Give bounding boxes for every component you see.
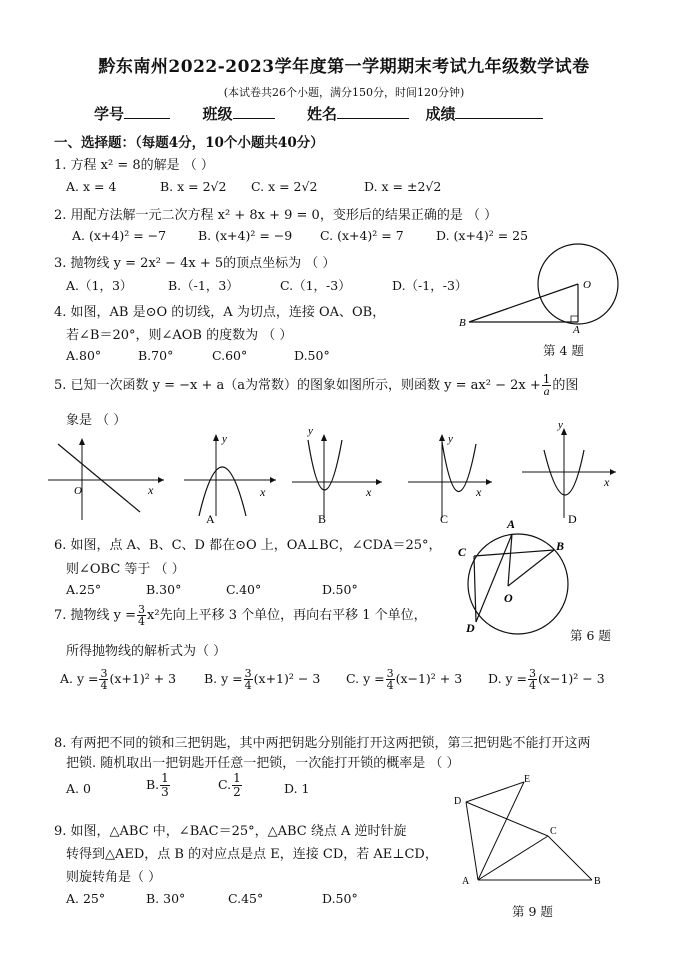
q1-option-b: B. x = 2√2 bbox=[160, 179, 227, 194]
q7-option-a-prefix: A. y = bbox=[60, 671, 99, 686]
q7-option-d bbox=[488, 668, 605, 691]
q3-option-a: A.（1，3） bbox=[66, 278, 133, 293]
q5-stem-line1 bbox=[54, 374, 578, 397]
q7-option-b-suffix: (x+1)² − 3 bbox=[253, 671, 321, 686]
q2-option-b: B. (x+4)² = −9 bbox=[198, 228, 293, 243]
q9-option-a: A. 25° bbox=[66, 891, 106, 906]
q2-option-a: A. (x+4)² = −7 bbox=[72, 228, 167, 243]
q3-option-c: C.（1，-3） bbox=[280, 278, 351, 293]
q5-label-d: D bbox=[568, 512, 577, 526]
q9-label-e: E bbox=[524, 774, 531, 785]
q8-option-c-n: 1 bbox=[233, 771, 241, 785]
student-info-row bbox=[94, 103, 543, 124]
q5-origin-0: O bbox=[74, 485, 82, 497]
q5-x-0: x bbox=[148, 483, 154, 497]
q4-label-a: A bbox=[573, 324, 580, 336]
q7-option-b-n: 3 bbox=[244, 667, 252, 680]
q9-label-c: C bbox=[550, 826, 557, 837]
q8-option-b bbox=[146, 772, 171, 799]
q7-option-d-prefix: D. y = bbox=[488, 671, 528, 686]
q3-option-b: B.（-1，3） bbox=[168, 278, 239, 293]
q9-label-b: B bbox=[594, 876, 601, 887]
q5-stem-line2: 象是 （ ） bbox=[66, 413, 127, 428]
q8-option-d: D. 1 bbox=[284, 781, 310, 796]
score-field[interactable] bbox=[455, 104, 543, 119]
q7-option-c-d: 4 bbox=[386, 679, 394, 692]
q6-caption: 第 6 题 bbox=[570, 628, 611, 643]
score-label: 成绩 bbox=[425, 105, 456, 123]
q9-caption: 第 9 题 bbox=[512, 904, 553, 919]
q1-option-d: D. x = ±2√2 bbox=[364, 179, 442, 194]
q7-option-c-suffix: (x−1)² + 3 bbox=[395, 671, 463, 686]
q7-option-a-n: 3 bbox=[100, 667, 108, 680]
q9-label-a: A bbox=[462, 876, 470, 887]
q7-option-d-suffix: (x−1)² − 3 bbox=[538, 671, 605, 686]
q8-stem-line2: 把锁. 随机取出一把钥匙开任意一把锁，一次能打开锁的概率是 （ ） bbox=[66, 756, 460, 771]
q7-option-b bbox=[204, 668, 320, 691]
q9-option-d: D.50° bbox=[322, 891, 358, 906]
q3-stem: 3. 抛物线 y = 2x² − 4x + 5的顶点坐标为 （ ） bbox=[54, 256, 336, 271]
q9-stem-line1: 9. 如图，△ABC 中，∠BAC＝25°，△ABC 绕点 A 逆时针旋 bbox=[54, 824, 407, 839]
q5-line-graph bbox=[48, 438, 164, 520]
q9-stem-line3: 则旋转角是（ ） bbox=[66, 870, 162, 885]
q4-option-d: D.50° bbox=[294, 348, 330, 363]
q9-stem-line2: 转得到△AED，点 B 的对应点是点 E，连接 CD，若 AE⊥CD， bbox=[66, 847, 438, 862]
q5-graph-b bbox=[292, 425, 382, 526]
q2-option-c: C. (x+4)² = 7 bbox=[320, 228, 404, 243]
q5-frac-denominator: a bbox=[543, 384, 550, 398]
q4-stem-line1: 4. 如图，AB 是⊙O 的切线，A 为切点，连接 OA、OB， bbox=[54, 305, 386, 320]
q7-option-a-d: 4 bbox=[100, 679, 108, 692]
q6-stem-line2: 则∠OBC 等于 （ ） bbox=[66, 562, 185, 577]
q8-option-c-label: C. bbox=[218, 777, 232, 792]
q7-option-c-prefix: C. y = bbox=[346, 671, 385, 686]
q4-figure bbox=[455, 240, 635, 340]
q7-coef-denominator: 4 bbox=[138, 615, 146, 628]
q4-label-o: O bbox=[583, 279, 591, 291]
q7-option-c bbox=[346, 668, 462, 691]
q9-option-b: B. 30° bbox=[146, 891, 186, 906]
q5-graph-d bbox=[522, 420, 616, 526]
q7-option-b-d: 4 bbox=[244, 679, 252, 692]
q6-option-c: C.40° bbox=[226, 582, 262, 597]
q6-option-a: A.25° bbox=[66, 582, 102, 597]
q7-stem-tail: x²先向上平移 3 个单位，再向右平移 1 个单位， bbox=[147, 608, 427, 623]
q7-option-a-suffix: (x+1)² + 3 bbox=[109, 671, 177, 686]
q5-frac-numerator: 1 bbox=[542, 372, 551, 386]
q2-stem: 2. 用配方法解一元二次方程 x² + 8x + 9 = 0，变形后的结果正确的是 （ ） bbox=[54, 208, 498, 223]
q7-stem-line1 bbox=[54, 604, 427, 627]
q1-option-c: C. x = 2√2 bbox=[251, 179, 318, 194]
q9-label-d: D bbox=[454, 796, 462, 807]
q6-label-c: C bbox=[458, 545, 467, 559]
q6-label-a: A bbox=[507, 517, 516, 531]
q7-coef-numerator: 3 bbox=[138, 603, 146, 616]
q7-option-d-n: 3 bbox=[529, 667, 537, 680]
q5-graph-c bbox=[408, 433, 492, 526]
q6-option-b: B.30° bbox=[146, 582, 182, 597]
q1-option-a: A. x = 4 bbox=[66, 179, 117, 194]
q5-x-b: x bbox=[366, 485, 372, 499]
q5-x-c: x bbox=[476, 485, 482, 499]
q8-option-a: A. 0 bbox=[66, 781, 91, 796]
q4-caption: 第 4 题 bbox=[543, 343, 584, 358]
q1-stem: 1. 方程 x² = 8的解是 （ ） bbox=[54, 158, 214, 173]
q4-option-a: A.80° bbox=[66, 348, 102, 363]
q3-option-d: D.（-1，-3） bbox=[392, 278, 468, 293]
q7-stem-text: 7. 抛物线 y = bbox=[54, 608, 137, 623]
q5-graph-a bbox=[184, 433, 276, 526]
q6-label-o: O bbox=[504, 591, 513, 605]
q7-option-d-d: 4 bbox=[529, 679, 537, 692]
page-title: 黔东南州2022-2023学年度第一学期期末考试九年级数学试卷 bbox=[98, 57, 590, 77]
q5-x-a: x bbox=[260, 485, 266, 499]
name-label: 姓名 bbox=[306, 105, 337, 123]
name-field[interactable] bbox=[337, 104, 409, 119]
q6-figure bbox=[450, 514, 590, 638]
class-label: 班级 bbox=[202, 105, 233, 123]
q8-option-c-d: 2 bbox=[233, 785, 241, 799]
q4-option-c: C.60° bbox=[212, 348, 248, 363]
q7-option-a bbox=[60, 668, 176, 691]
q7-option-c-n: 3 bbox=[386, 667, 394, 680]
q5-label-b: B bbox=[318, 512, 327, 526]
q4-label-b: B bbox=[459, 317, 466, 329]
q4-option-b: B.70° bbox=[138, 348, 174, 363]
q8-option-b-label: B. bbox=[146, 777, 160, 792]
q5-x-d: x bbox=[604, 475, 610, 489]
q5-y-b: y bbox=[308, 425, 313, 437]
q7-option-b-prefix: B. y = bbox=[204, 671, 243, 686]
class-field[interactable] bbox=[233, 104, 275, 119]
q4-stem-line2: 若∠B＝20°，则∠AOB 的度数为 （ ） bbox=[66, 328, 293, 343]
q9-figure bbox=[452, 770, 612, 892]
q5-y-c: y bbox=[448, 433, 453, 445]
q8-stem-line1: 8. 有两把不同的锁和三把钥匙，其中两把钥匙分别能打开这两把锁，第三把钥匙不能打开这两 bbox=[54, 736, 591, 751]
q8-option-b-n: 1 bbox=[161, 771, 169, 785]
student-id-label: 学号 bbox=[94, 105, 125, 123]
student-id-field[interactable] bbox=[124, 104, 170, 119]
exam-note: (本试卷共26个小题，满分150分，时间120分钟) bbox=[223, 86, 465, 99]
section-heading: 一、选择题：（每题4分，10个小题共40分） bbox=[54, 135, 324, 151]
q6-option-d: D.50° bbox=[322, 582, 358, 597]
q5-y-a: y bbox=[222, 433, 227, 445]
q6-stem-line1: 6. 如图，点 A、B、C、D 都在⊙O 上，OA⊥BC，∠CDA＝25°， bbox=[54, 538, 442, 553]
q5-stem-text: 5. 已知一次函数 y = −x + a（a为常数）的图象如图所示，则函数 y = ax² − 2x + bbox=[54, 378, 541, 393]
q8-option-b-d: 3 bbox=[161, 785, 169, 799]
q8-option-c bbox=[218, 772, 243, 799]
q5-label-a: A bbox=[206, 512, 215, 526]
q5-label-c: C bbox=[440, 512, 449, 526]
q5-y-d: y bbox=[558, 420, 563, 431]
q5-stem-tail: 的图 bbox=[552, 378, 579, 393]
q6-label-d: D bbox=[466, 621, 475, 635]
q7-stem-line2: 所得抛物线的解析式为（ ） bbox=[66, 644, 227, 659]
q2-option-d: D. (x+4)² = 25 bbox=[436, 228, 529, 243]
q6-label-b: B bbox=[556, 539, 565, 553]
q9-option-c: C.45° bbox=[228, 891, 264, 906]
